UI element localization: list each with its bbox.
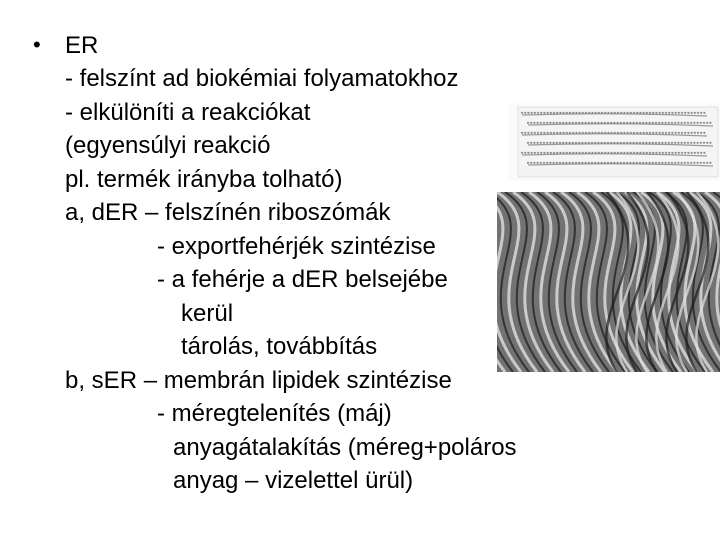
text-line: pl. termék irányba tolható) — [65, 166, 343, 193]
text-line: (egyensúlyi reakció — [65, 132, 271, 159]
rough-er-micrograph — [497, 192, 720, 372]
text-line: anyagátalakítás (méreg+poláros — [173, 434, 517, 461]
text-line: - a fehérje a dER belsejébe — [157, 266, 448, 293]
heading-er: ER — [65, 32, 99, 59]
bullet-icon: • — [33, 32, 41, 57]
text-line: anyag – vizelettel ürül) — [173, 467, 414, 494]
text-line: - exportfehérjék szintézise — [157, 233, 436, 260]
text-line: - elkülöníti a reakciókat — [65, 99, 311, 126]
er-ribosome-diagram — [508, 103, 720, 181]
text-line: - méregtelenítés (máj) — [157, 400, 392, 427]
text-line: b, sER – membrán lipidek szintézise — [65, 367, 452, 394]
text-line: kerül — [181, 300, 234, 327]
text-line: a, dER – felszínén riboszómák — [65, 199, 391, 226]
text-line: tárolás, továbbítás — [181, 333, 378, 360]
text-line: - felszínt ad biokémiai folyamatokhoz — [65, 65, 459, 92]
